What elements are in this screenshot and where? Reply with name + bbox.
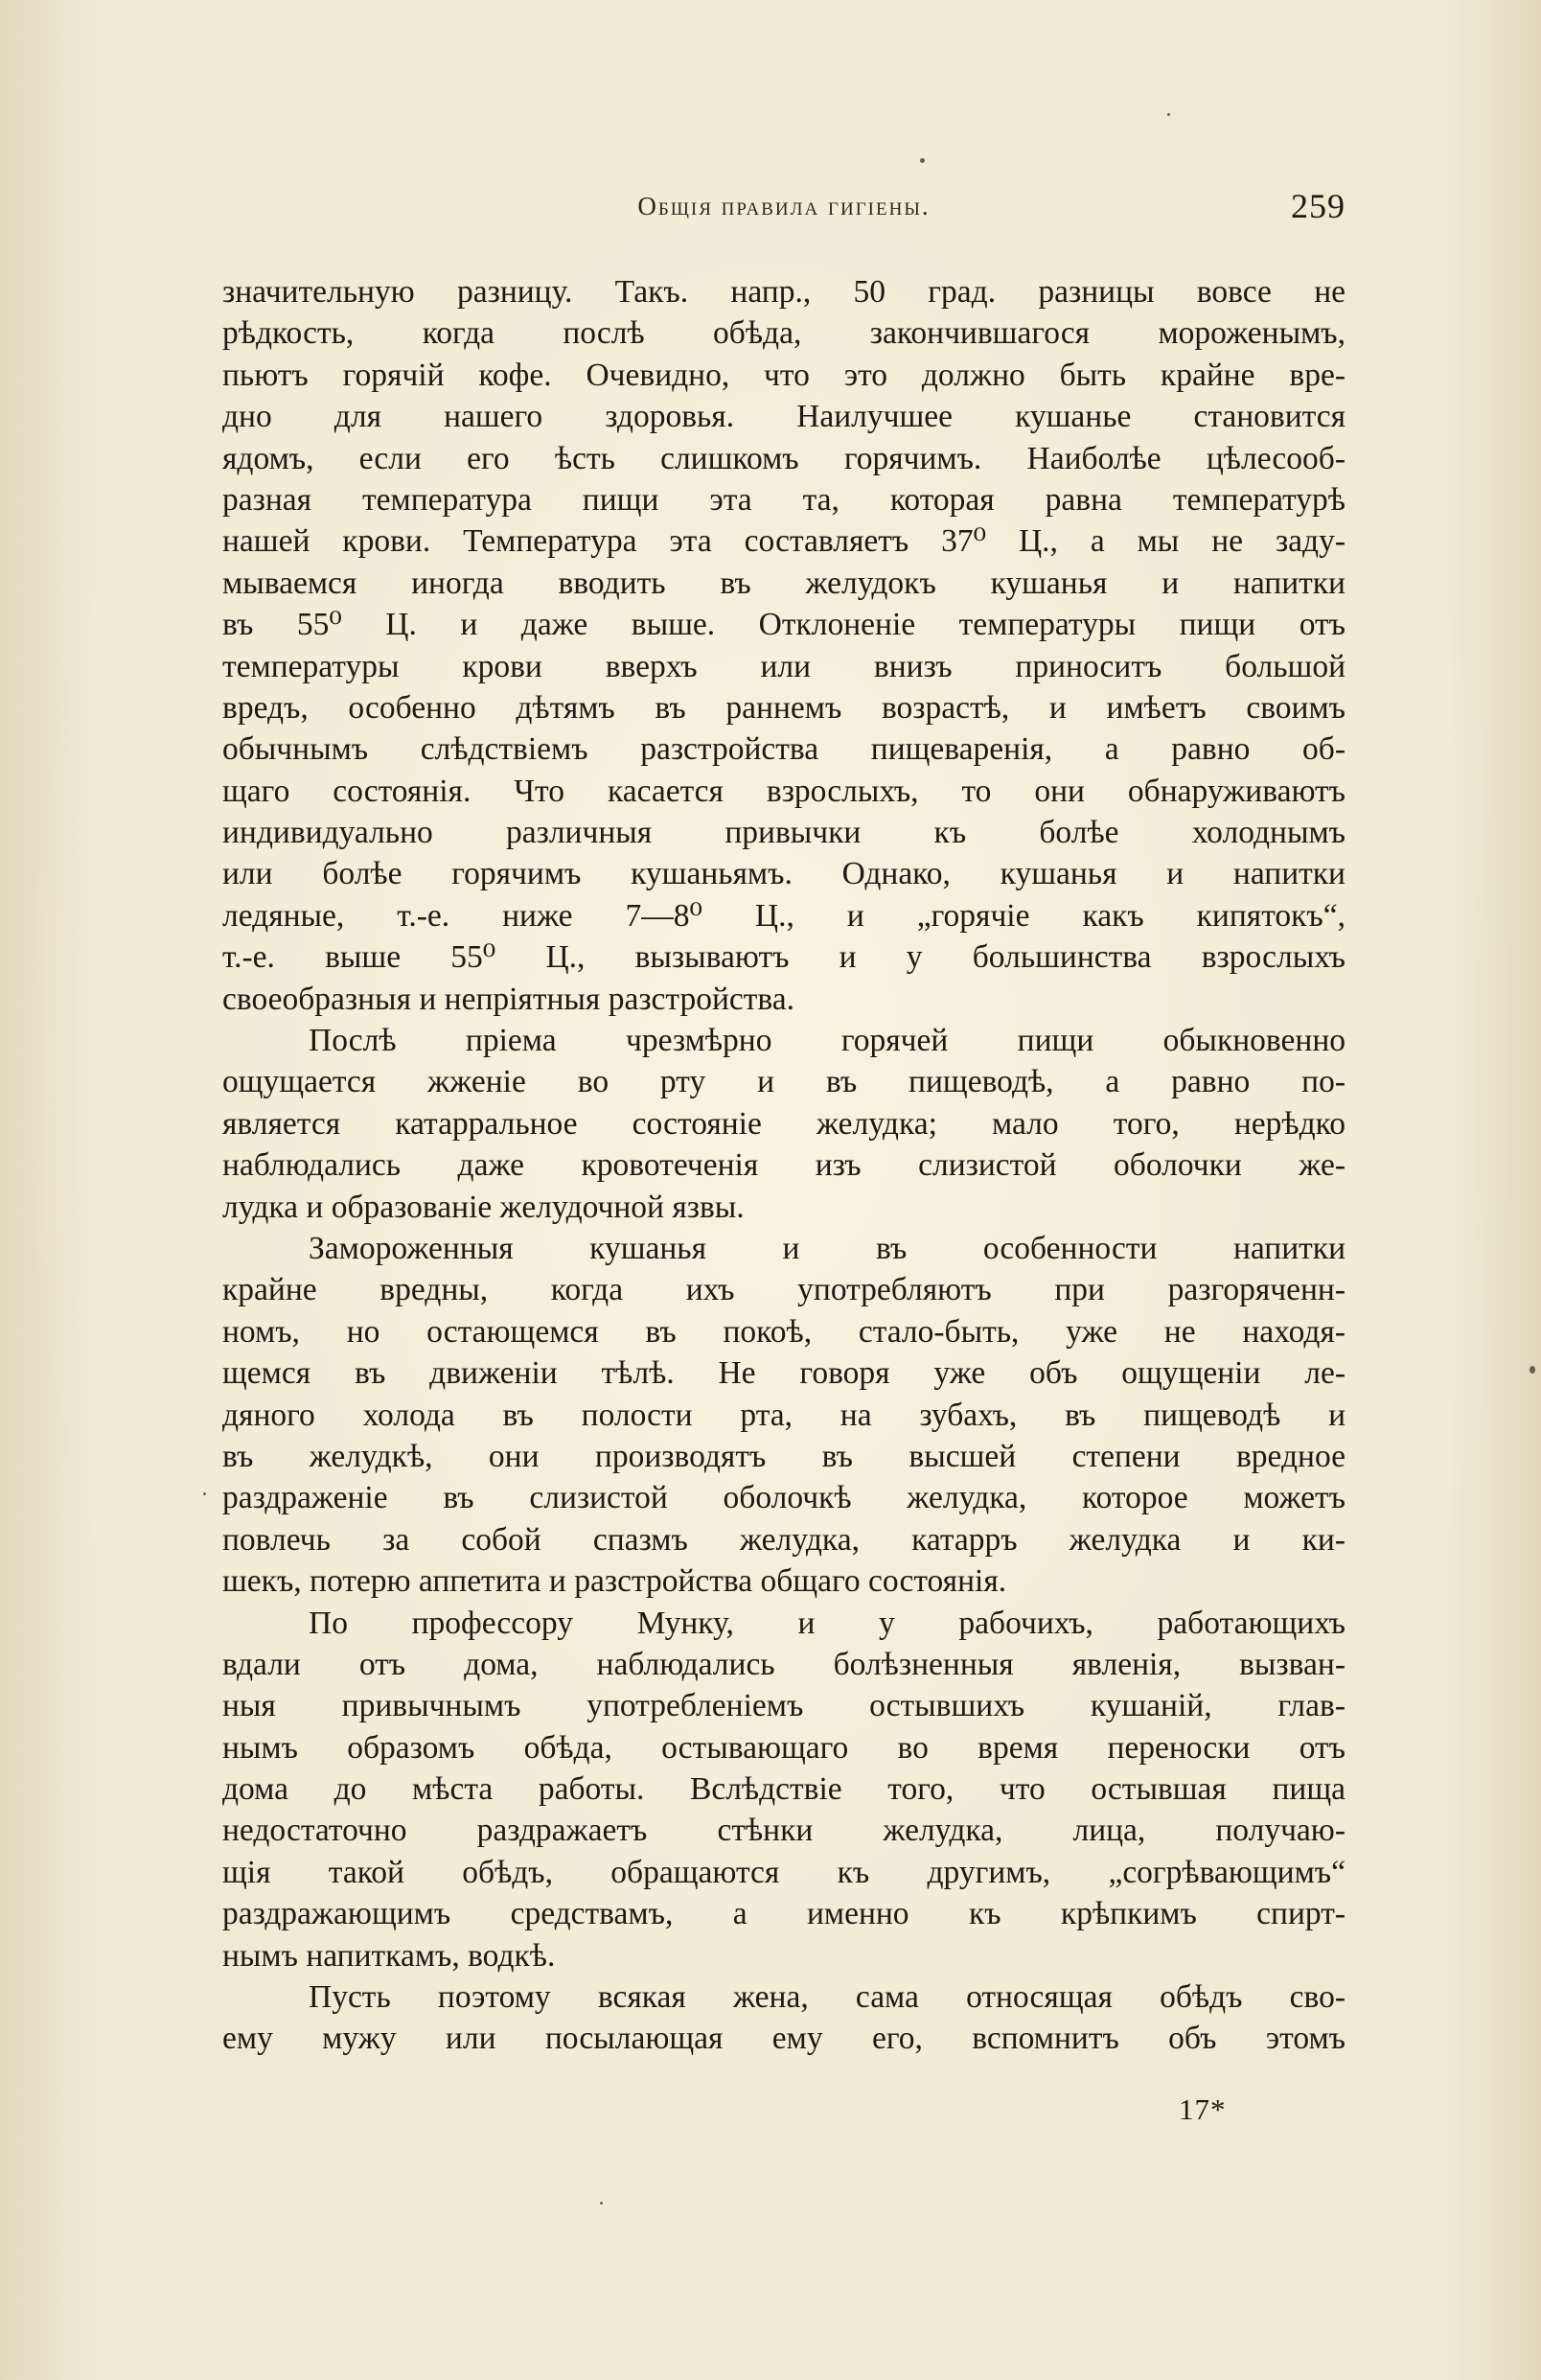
paper-speck: [600, 2202, 603, 2205]
text-line: дяного холода въ полости рта, на зубахъ, въ пищеводѣ и: [222, 1397, 1346, 1433]
page-number: 259: [1291, 187, 1346, 225]
text-line: или болѣе горячимъ кушаньямъ. Однако, кушанья и напитки: [222, 856, 1346, 892]
text-line: Послѣ пріема чрезмѣрно горячей пищи обыкновенно: [309, 1023, 1346, 1059]
text-line: нымъ образомъ обѣда, остывающаго во время переноски отъ: [222, 1729, 1346, 1766]
text-line: разная температура пищи эта та, которая равна температурѣ: [222, 481, 1346, 518]
text-line: дно для нашего здоровья. Наилучшее кушанье становится: [222, 399, 1346, 435]
text-line: дома до мѣста работы. Вслѣдствіе того, что остывшая пища: [222, 1771, 1346, 1808]
text-line: мываемся иногда вводить въ желудокъ кушанья и напитки: [222, 565, 1346, 601]
text-line: т.-е. выше 55⁰ Ц., вызываютъ и у большинства взрослыхъ: [222, 939, 1346, 976]
text-line: номъ, но остающемся въ покоѣ, стало-быть, уже не находя-: [222, 1313, 1346, 1350]
text-line: ощущается жженіе во рту и въ пищеводѣ, а равно по-: [222, 1064, 1346, 1100]
paper-speck: [1530, 1366, 1535, 1374]
body-text: [222, 271, 1346, 2060]
text-line: рѣдкость, когда послѣ обѣда, закончившагося мороженымъ,: [222, 315, 1346, 352]
text-line: Замороженныя кушанья и въ особенности напитки: [309, 1230, 1346, 1266]
text-line: щія такой обѣдъ, обращаются къ другимъ, „согрѣвающимъ“: [222, 1854, 1346, 1890]
text-line: является катарральное состояніе желудка; мало того, нерѣдко: [222, 1105, 1346, 1142]
text-line: температуры крови вверхъ или внизъ приноситъ большой: [222, 648, 1346, 684]
text-line: повлечь за собой спазмъ желудка, катарръ желудка и ки-: [222, 1521, 1346, 1558]
text-line: индивидуально различныя привычки къ болѣе холоднымъ: [222, 815, 1346, 851]
signature-mark: 17*: [1179, 2092, 1227, 2126]
page-header: [222, 187, 1346, 240]
text-line: щемся въ движеніи тѣлѣ. Не говоря уже объ ощущеніи ле-: [222, 1355, 1346, 1392]
text-line: въ 55⁰ Ц. и даже выше. Отклоненіе температуры пищи отъ: [222, 607, 1346, 643]
text-line: шекъ, потерю аппетита и разстройства общаго состоянія.: [222, 1563, 1007, 1600]
text-line: обычнымъ слѣдствіемъ разстройства пищеваренія, а равно об-: [222, 731, 1346, 768]
running-title: Общія правила гигіены.: [637, 192, 931, 220]
text-line: въ желудкѣ, они производятъ въ высшей степени вредное: [222, 1438, 1346, 1474]
paper-speck: [203, 1492, 206, 1495]
paper-speck: [1167, 113, 1170, 116]
text-line: щаго состоянія. Что касается взрослыхъ, то они обнаруживаютъ: [222, 773, 1346, 809]
text-line: нымъ напиткамъ, водкѣ.: [222, 1937, 556, 1974]
text-line: По профессору Мунку, и у рабочихъ, работающихъ: [309, 1605, 1346, 1641]
text-line: Пусть поэтому всякая жена, сама относящая обѣдъ сво-: [309, 1979, 1346, 2016]
text-line: раздраженіе въ слизистой оболочкѣ желудка, которое можетъ: [222, 1480, 1346, 1516]
text-line: недостаточно раздражаетъ стѣнки желудка, лица, получаю-: [222, 1813, 1346, 1849]
text-line: значительную разницу. Такъ. напр., 50 град. разницы вовсе не: [222, 274, 1346, 310]
paper-speck: [920, 158, 925, 163]
text-line: крайне вредны, когда ихъ употребляютъ при разгоряченн-: [222, 1272, 1346, 1308]
text-line: пьютъ горячій кофе. Очевидно, что это должно быть крайне вре-: [222, 357, 1346, 393]
text-line: вредъ, особенно дѣтямъ въ раннемъ возрастѣ, и имѣетъ своимъ: [222, 689, 1346, 726]
text-line: ядомъ, если его ѣсть слишкомъ горячимъ. Наиболѣе цѣлесооб-: [222, 440, 1346, 476]
text-line: раздражающимъ средствамъ, а именно къ крѣпкимъ спирт-: [222, 1896, 1346, 1932]
text-line: ледяные, т.-е. ниже 7—8⁰ Ц., и „горячіе какъ кипятокъ“,: [222, 897, 1346, 934]
text-line: вдали отъ дома, наблюдались болѣзненныя явленія, вызван-: [222, 1646, 1346, 1682]
text-line: ныя привычнымъ употребленіемъ остывшихъ кушаній, глав-: [222, 1688, 1346, 1724]
text-line: ему мужу или посылающая ему его, вспомнитъ объ этомъ: [222, 2021, 1346, 2057]
text-line: нашей крови. Температура эта составляетъ 37⁰ Ц., а мы не заду-: [222, 523, 1346, 560]
text-line: своеобразныя и непріятныя разстройства.: [222, 981, 795, 1017]
text-line: наблюдались даже кровотеченія изъ слизистой оболочки же-: [222, 1147, 1346, 1184]
text-line: лудка и образованіе желудочной язвы.: [222, 1189, 745, 1225]
